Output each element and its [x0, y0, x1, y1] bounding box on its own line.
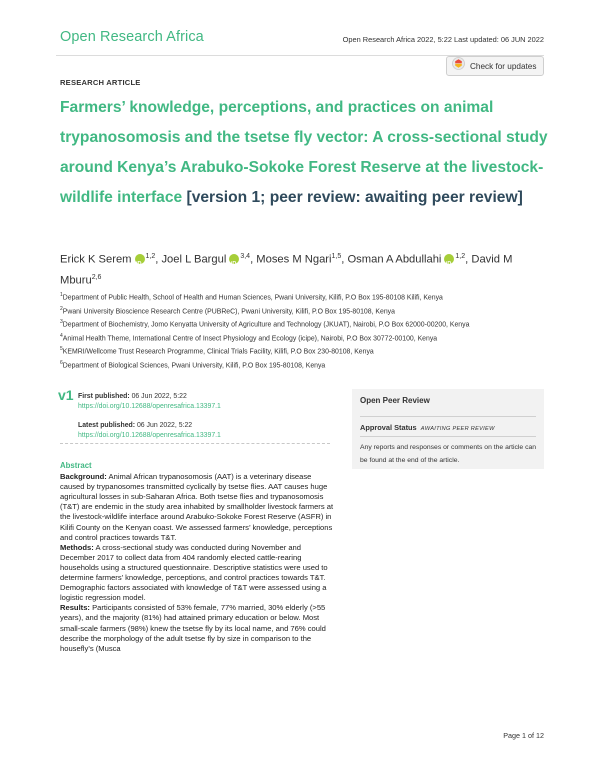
author-affiliation-sup: 1,2: [455, 253, 466, 260]
author-separator: ,: [250, 253, 257, 266]
affiliation-number: 4: [60, 332, 63, 339]
abstract-paragraph: [60, 603, 337, 653]
approval-status-label: Approval Status: [360, 423, 417, 432]
dashed-divider: [60, 443, 330, 444]
crossmark-icon: [452, 57, 465, 75]
title-version: [version 1; peer review: awaiting peer review]: [182, 189, 523, 206]
page-number: Page 1 of 12: [503, 731, 544, 740]
abstract-section-label: Methods:: [60, 542, 94, 552]
latest-published-label: Latest published:: [78, 422, 136, 429]
abstract-paragraph: [60, 543, 337, 604]
author-affiliation-sup: 2,6: [91, 273, 102, 281]
peer-review-note: Any reports and responses or comments on the article can be found at the end of the article.: [360, 444, 537, 464]
affiliation-number: 1: [60, 292, 63, 298]
affiliation-text: Department of Public Health, School of Health and Human Sciences, Pwani University, Kilifi, P.O Box 195-80108 Kilifi, Kenya: [62, 294, 443, 302]
check-for-updates-button[interactable]: [446, 56, 544, 76]
affiliation-item: [60, 290, 550, 304]
affiliation-item: [60, 317, 550, 331]
publication-info: [78, 392, 221, 441]
latest-published-date: 06 Jun 2022, 5:22: [135, 422, 193, 429]
journal-name: Open Research Africa: [60, 29, 204, 45]
first-published-doi-link[interactable]: https://doi.org/10.12688/openresafrica.13397.1: [78, 403, 221, 410]
author-affiliation-sup: 1,5: [331, 253, 342, 260]
version-tag: v1: [58, 387, 74, 403]
affiliation-number: 2: [60, 305, 63, 312]
peer-review-divider: [360, 416, 536, 417]
affiliation-number: 6: [60, 359, 63, 366]
abstract-body: [60, 472, 337, 654]
check-for-updates-label: Check for updates: [470, 61, 537, 71]
affiliation-number: 3: [60, 319, 63, 325]
affiliation-number: 5: [60, 346, 63, 352]
abstract-section: [60, 461, 337, 654]
abstract-section-text: A cross-sectional study was conducted during November and December 2017 to collect data from 404 randomly elected cattle-rearing households using a structured questionnaire. Descriptive statistics were used to determine farmers’ knowledge, perceptions, and control practices towards T&T. Demographic factors associated with knowledge of T&T were assessed using a logistic regression model.: [60, 542, 328, 603]
author-name[interactable]: Joel L Bargul: [161, 253, 227, 266]
author-name[interactable]: Moses M Ngari: [256, 253, 332, 266]
approval-status-value: AWAITING PEER REVIEW: [420, 426, 495, 432]
abstract-heading: Abstract: [60, 461, 92, 470]
affiliation-item: [60, 304, 550, 318]
affiliation-text: Department of Biochemistry, Jomo Kenyatta University of Agriculture and Technology (JKUAT), Nairobi, P.O Box 62000-00200, Kenya: [62, 321, 470, 329]
orcid-icon[interactable]: [444, 254, 454, 264]
title-main: Farmers’ knowledge, perceptions, and practices on animal trypanosomosis and the tsetse fly vector: A cross-sectional study around Kenya’s Arabuko-Sokoke Forest Reserve at the livestock-wildlife interface: [60, 99, 548, 206]
author-name[interactable]: Erick K Serem: [60, 253, 132, 266]
affiliation-text: Department of Biological Sciences, Pwani University, Kilifi, P.O Box 195-80108, Kenya: [62, 361, 326, 369]
abstract-section-label: Results:: [60, 603, 90, 613]
author-name[interactable]: David M Mburu: [60, 253, 513, 287]
article-type: RESEARCH ARTICLE: [60, 78, 141, 87]
abstract-section-text: Participants consisted of 53% female, 77% married, 30% elderly (>55 years), and the majority (81%) had attained primary education or below. Most small-scale farmers (98%) knew the tsetse fly by its local name, and 76% could describe the morphology of the adult tsetse fly by size in comparison to the housefly’s (Musca: [60, 603, 326, 653]
affiliation-item: [60, 331, 550, 345]
author-affiliation-sup: 3,4: [240, 253, 251, 260]
affiliation-text: Animal Health Theme, International Centre of Insect Physiology and Ecology (icipe), Nairobi, P.O Box 30772-00100, Kenya: [62, 334, 438, 342]
latest-published-doi-link[interactable]: https://doi.org/10.12688/openresafrica.13397.1: [78, 432, 221, 439]
affiliation-item: [60, 344, 550, 358]
approval-status: [360, 423, 495, 432]
peer-review-title: Open Peer Review: [360, 396, 430, 405]
first-published-date: 06 Jun 2022, 5:22: [129, 393, 187, 400]
first-published-label: First published:: [78, 393, 130, 400]
affiliation-item: [60, 358, 550, 372]
affiliation-list: [60, 290, 550, 371]
affiliation-text: KEMRI/Wellcome Trust Research Programme, Clinical Trials Facility, Kilifi, P.O Box 230-80108, Kenya: [62, 348, 374, 356]
abstract-section-text: Animal African trypanosomosis (AAT) is a veterinary disease caused by trypanosomes transmitted cyclically by tsetse flies. AAT causes huge agricultural losses in sub-Saharan Africa. Both tsetse flies and trypanosomosis (T&T) are endemic in the study area inhabited by smallholder livestock farmers at the livestock-wildlife interface around Arabuko-Sokoke Forest Reserve (ASFR) in Kilifi County on the Kenyan coast. We assessed farmers’ knowledge, perceptions and control practices towards T&T.: [60, 472, 334, 542]
affiliation-text: Pwani University Bioscience Research Centre (PUBReC), Pwani University, Kilifi, P.O Box 195-80108, Kenya: [62, 307, 395, 315]
approval-divider: [360, 436, 536, 437]
article-title: [60, 93, 550, 213]
author-name[interactable]: Osman A Abdullahi: [347, 253, 442, 266]
author-list: [60, 248, 550, 289]
author-separator: ,: [341, 253, 348, 266]
abstract-paragraph: [60, 472, 337, 543]
citation-line: Open Research Africa 2022, 5:22 Last updated: 06 JUN 2022: [342, 35, 544, 44]
orcid-icon[interactable]: [229, 254, 239, 264]
author-separator: ,: [155, 253, 162, 266]
orcid-icon[interactable]: [135, 254, 145, 264]
author-separator: ,: [465, 253, 472, 266]
abstract-section-label: Background:: [60, 472, 107, 482]
author-affiliation-sup: 1,2: [145, 253, 156, 260]
